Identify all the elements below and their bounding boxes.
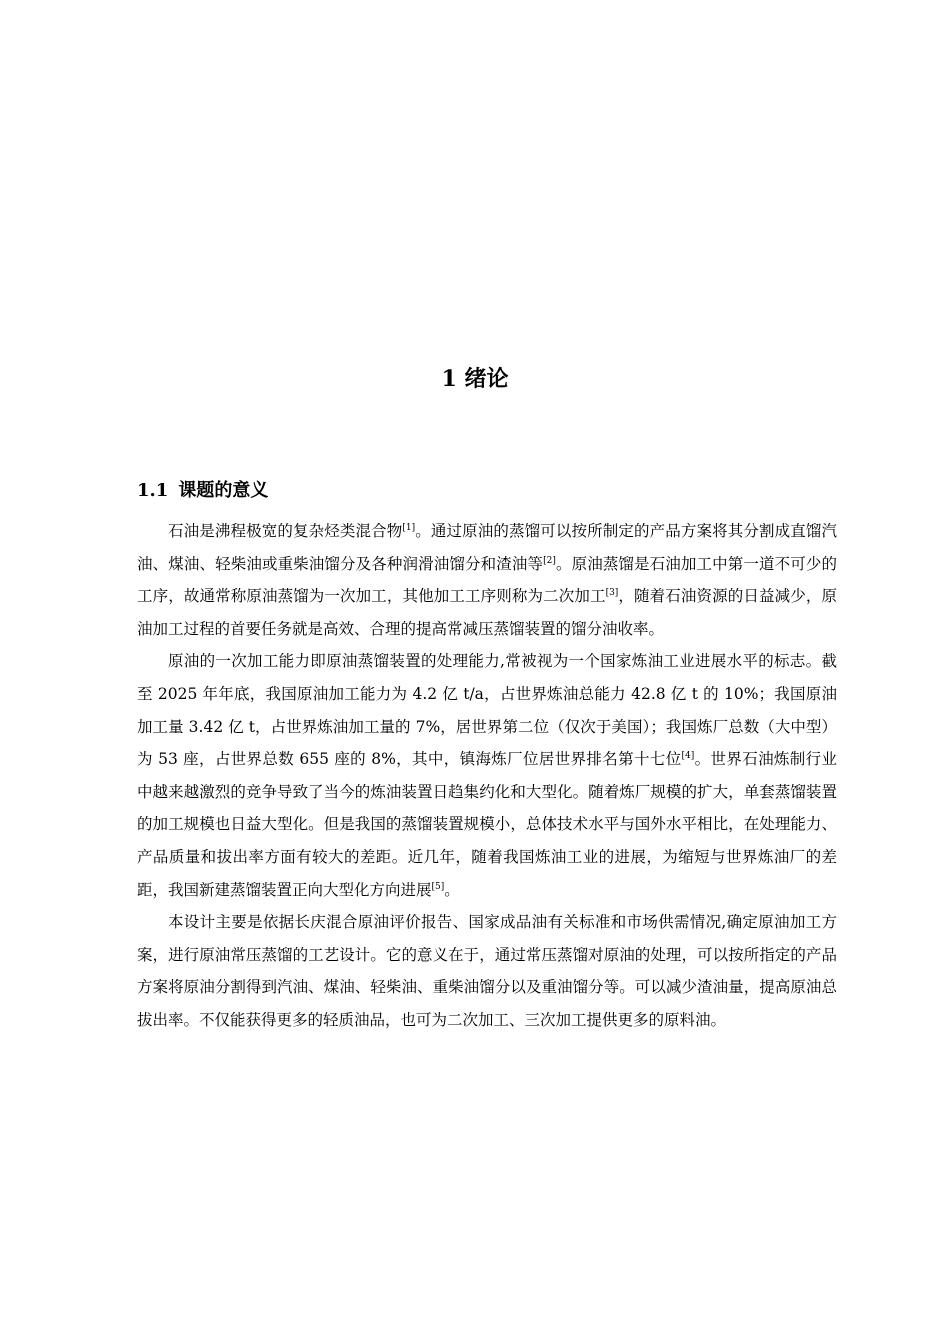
citation-ref: [5] bbox=[431, 881, 445, 892]
paragraph-text: 。 bbox=[444, 880, 460, 899]
paragraph-text: 。世界石油炼制行业中越来越激烈的竞争导致了当今的炼油装置日趋集约化和大型化。随着炼厂规模的扩大，单套蒸馏装置的加工规模也日益大型化。但是我国的蒸馏装置规模小，总体技术水平与国外水平相比，在处理能力、产品质量和拔出率方面有较大的差距。近几年，随着我国炼油工业的进展，为缩短与世界炼油厂的差距，我国新建蒸馏装置正向大型化方向进展 bbox=[137, 750, 837, 899]
citation-ref: [2] bbox=[543, 555, 556, 566]
citation-ref: [1] bbox=[402, 522, 416, 533]
paragraph-text: 原油的一次加工能力即原油蒸馏装置的处理能力,常被视为一个国家炼油工业进展水平的标志。截至 2025 年年底，我国原油加工能力为 4.2 亿 t/a，占世界炼油总能力 42.8 亿 t 的 10%；我国原油加工量 3.42 亿 t，占世界炼油加工量的 7%，居世界第二位（仅次于美国）；我国炼厂总数（大中型）为 53 座，占世界总数 655 座的 8%，其中，镇海炼厂位居世界排名第十七位 bbox=[137, 652, 837, 769]
paragraph-text: ，随着石油资源的日益减少，原油加工过程的首要任务就是高效、合理的提高常减压蒸馏装置的馏分油收率。 bbox=[137, 587, 837, 638]
paragraph-text: 本设计主要是依据长庆混合原油评价报告、国家成品油有关标准和市场供需情况,确定原油加工方案，进行原油常压蒸馏的工艺设计。它的意义在于，通过常压蒸馏对原油的处理，可以按所指定的产品方案将原油分割得到汽油、煤油、轻柴油、重柴油馏分以及重油馏分等。可以减少渣油量，提高原油总拔出率。不仅能获得更多的轻质油品，也可为二次加工、三次加工提供更多的原料油。 bbox=[137, 913, 837, 1029]
chapter-title: 1 绪论 bbox=[441, 366, 509, 392]
citation-ref: [4] bbox=[681, 751, 695, 761]
paragraph bbox=[137, 515, 837, 645]
section-number: 1.1 bbox=[137, 480, 169, 501]
section-heading bbox=[137, 478, 268, 504]
section-title: 课题的意义 bbox=[178, 480, 269, 501]
paragraph bbox=[137, 645, 837, 906]
paragraph-text: 石油是沸程极宽的复杂烃类混合物 bbox=[168, 522, 403, 540]
body-text bbox=[137, 515, 837, 1037]
paragraph-text: 。通过原油的蒸馏可以按所制定的产品方案将其分割成直馏汽油、煤油、轻柴油或重柴油馏分及各种润滑油馏分和渣油等 bbox=[137, 522, 837, 573]
citation-ref: [3] bbox=[605, 588, 619, 599]
paragraph bbox=[137, 906, 837, 1036]
paragraph-text: 。原油蒸馏是石油加工中第一道不可少的工序，故通常称原油蒸馏为一次加工，其他加工工序则称为二次加工 bbox=[137, 554, 837, 606]
